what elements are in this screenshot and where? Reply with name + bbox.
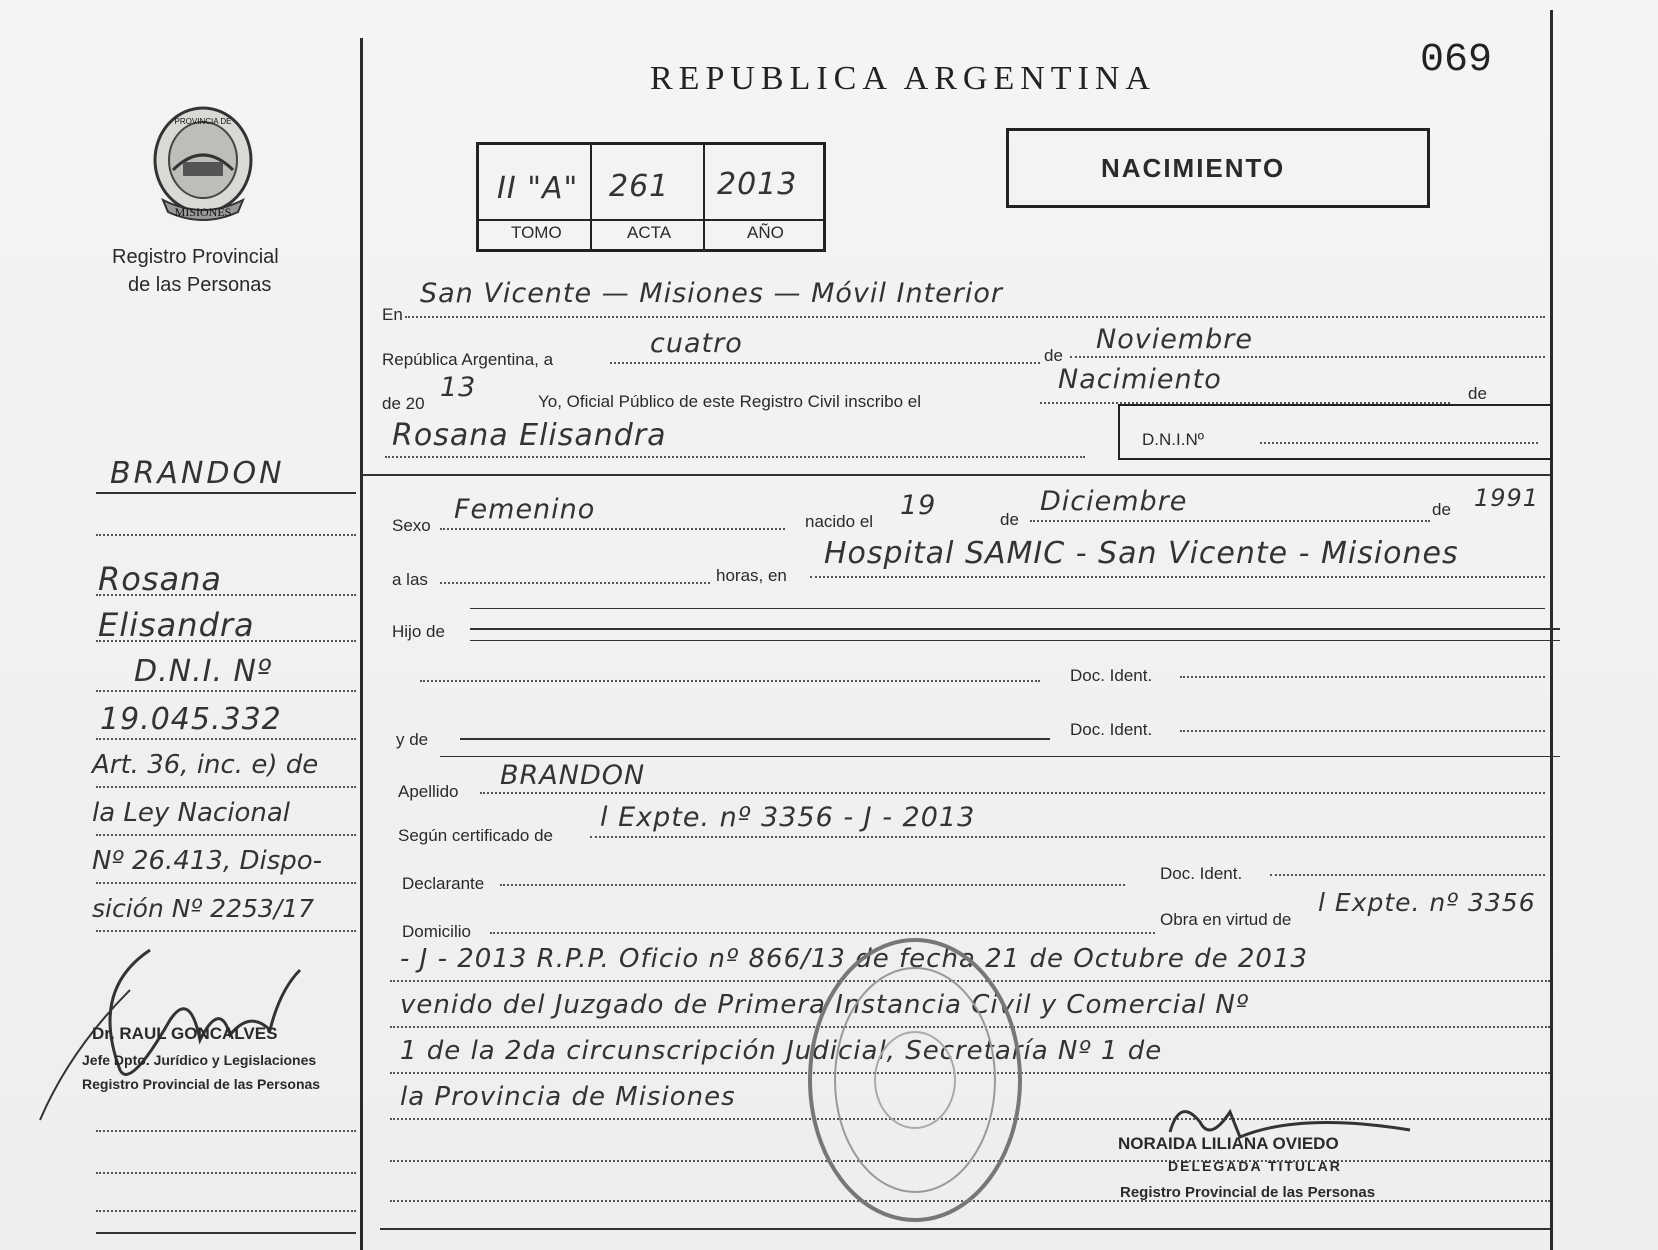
province-seal-emblem	[138, 100, 268, 230]
en-value: San Vicente — Misiones — Móvil Interior	[420, 278, 1003, 309]
de-label-4: de	[1432, 500, 1451, 519]
de-label: de	[1044, 346, 1063, 365]
de-label-2: de	[1468, 384, 1487, 403]
record-number-box	[476, 142, 826, 252]
declarante-label: Declarante	[402, 874, 485, 893]
seal-top-text: PROVINCIA DE	[174, 117, 232, 126]
inscribe-value: Nacimiento	[1058, 364, 1222, 395]
doc-ident-label-3: Doc. Ident.	[1160, 864, 1243, 883]
oficial-statement: Yo, Oficial Público de este Registro Civil inscribo el	[538, 392, 921, 411]
de-label-3: de	[1000, 510, 1019, 529]
horas-label: horas, en	[716, 566, 787, 585]
document-type-label: NACIMIENTO	[1101, 153, 1286, 183]
margin-official-name: Dr. RAUL GONCALVES	[92, 1024, 278, 1043]
nacido-label: nacido el	[805, 512, 874, 531]
margin-official-org: Registro Provincial de las Personas	[82, 1076, 321, 1092]
delegate-role: DELEGADA TITULAR	[1168, 1158, 1342, 1174]
acta-value: 261	[609, 169, 670, 204]
sexo-label: Sexo	[392, 516, 431, 535]
margin-name-2: Elisandra	[98, 606, 255, 644]
acta-label: ACTA	[627, 223, 672, 242]
tomo-label: TOMO	[511, 223, 562, 242]
margin-legal-1: Art. 36, inc. e) de	[92, 750, 319, 780]
nacimiento-ano-value: 1991	[1474, 484, 1540, 512]
tomo-value: II "A"	[497, 171, 579, 206]
left-column-divider	[360, 38, 363, 1250]
obra-value: l Expte. nº 3356	[1318, 888, 1536, 917]
resolution-line-3: 1 de la 2da circunscripción Judicial, Secretaría Nº 1 de	[400, 1036, 1163, 1066]
year-value: 13	[440, 372, 477, 403]
resolution-line-2: venido del Juzgado de Primera Instancia Civil y Comercial Nº	[400, 990, 1250, 1020]
seal-bottom-text: MISIONES	[174, 205, 232, 219]
ano-value: 2013	[717, 167, 798, 202]
doc-ident-label-1: Doc. Ident.	[1070, 666, 1153, 685]
margin-legal-2: la Ley Nacional	[92, 798, 290, 828]
doc-ident-label-2: Doc. Ident.	[1070, 720, 1153, 739]
alas-label: a las	[392, 570, 428, 589]
registry-name-line1: Registro Provincial	[112, 246, 279, 268]
segun-label: Según certificado de	[398, 826, 553, 845]
dia-value: cuatro	[650, 328, 743, 359]
sexo-value: Femenino	[454, 494, 596, 525]
dni-label: D.N.I.Nº	[1142, 430, 1204, 449]
margin-legal-4: sición Nº 2253/17	[92, 894, 315, 923]
apellido-value: BRANDON	[500, 760, 646, 791]
en-label: En	[382, 305, 403, 324]
ano-label: AÑO	[747, 223, 784, 242]
nacimiento-dia-value: 19	[900, 490, 937, 521]
delegate-name: NORAIDA LILIANA OVIEDO	[1118, 1134, 1339, 1153]
yde-label: y de	[396, 730, 429, 749]
country-title: REPUBLICA ARGENTINA	[650, 60, 1156, 97]
folio-number: 069	[1420, 38, 1493, 83]
margin-surname: BRANDON	[110, 456, 285, 491]
document-type-box	[1006, 128, 1430, 208]
resolution-line-4: la Provincia de Misiones	[400, 1082, 736, 1112]
nacimiento-mes-value: Diciembre	[1040, 486, 1188, 517]
margin-dni-number: 19.045.332	[100, 702, 282, 737]
mes-value: Noviembre	[1096, 324, 1253, 355]
registry-name-line2: de las Personas	[128, 274, 272, 296]
nombre-value: Rosana Elisandra	[392, 418, 667, 453]
delegate-org: Registro Provincial de las Personas	[1120, 1184, 1376, 1201]
dni-box	[1118, 404, 1552, 460]
domicilio-label: Domicilio	[402, 922, 471, 941]
hijo-label: Hijo de	[392, 622, 445, 641]
republica-label: República Argentina, a	[382, 350, 554, 369]
right-page-border	[1550, 10, 1553, 1250]
margin-dni-label: D.N.I. Nº	[134, 654, 273, 689]
segun-value: l Expte. nº 3356 - J - 2013	[600, 802, 976, 833]
delegation-round-stamp	[800, 930, 1030, 1230]
margin-legal-3: Nº 26.413, Dispo-	[92, 846, 323, 876]
obra-label: Obra en virtud de	[1160, 910, 1292, 929]
margin-official-role: Jefe Dpto. Jurídico y Legislaciones	[82, 1052, 317, 1068]
apellido-label: Apellido	[398, 782, 459, 801]
margin-name-1: Rosana	[98, 560, 222, 598]
de20-label: de 20	[382, 394, 425, 413]
lugar-value: Hospital SAMIC - San Vicente - Misiones	[824, 536, 1459, 571]
resolution-line-1: - J - 2013 R.P.P. Oficio nº 866/13 de fecha 21 de Octubre de 2013	[400, 944, 1309, 974]
